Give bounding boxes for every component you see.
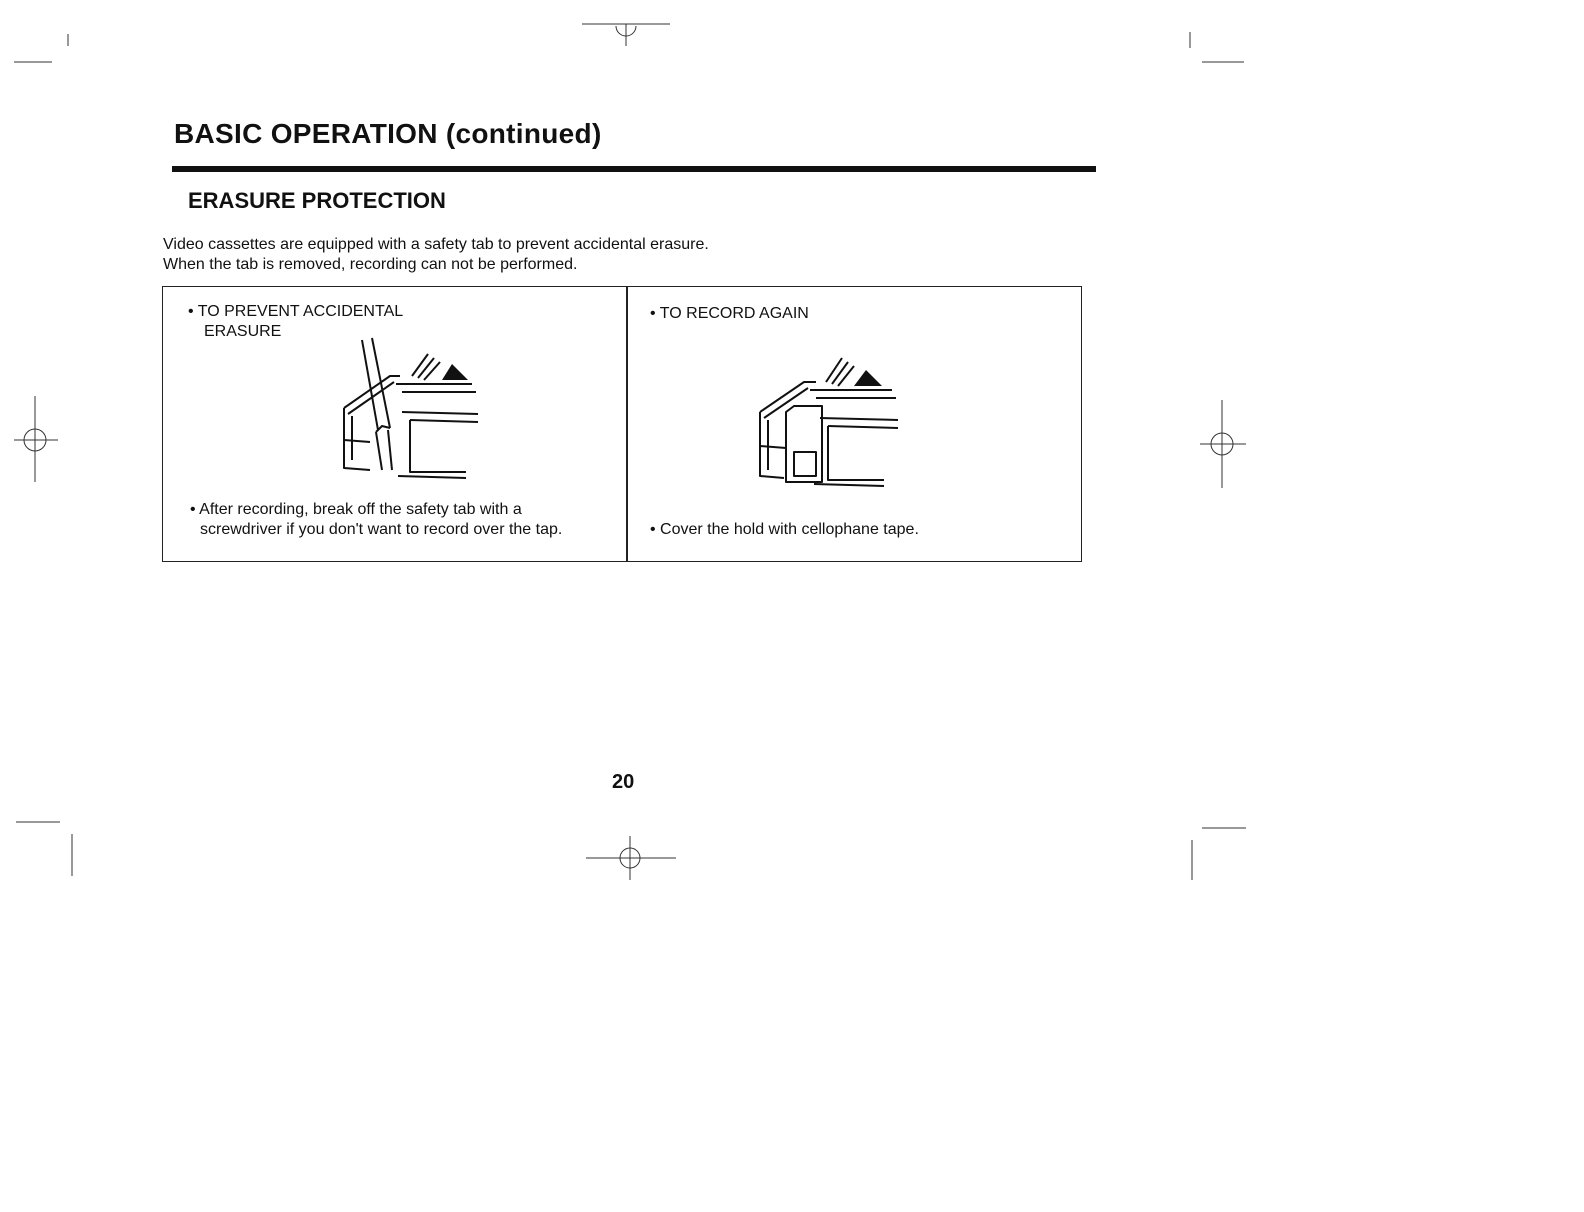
cassette-screwdriver-illustration (330, 336, 490, 486)
title-rule (172, 166, 1096, 172)
intro-line-2: When the tab is removed, recording can not be performed. (163, 256, 578, 273)
page-number: 20 (612, 771, 635, 793)
left-heading-line-1: • TO PREVENT ACCIDENTAL (188, 303, 404, 320)
cassette-taped-illustration (748, 346, 908, 496)
page-title: BASIC OPERATION (continued) (174, 118, 602, 149)
left-caption-line-1: • After recording, break off the safety tab with a (190, 501, 522, 518)
left-caption-line-2: screwdriver if you don't want to record over the tap. (200, 521, 563, 538)
left-heading-line-2: ERASURE (204, 323, 282, 340)
panel-divider (626, 286, 628, 562)
right-caption: • Cover the hold with cellophane tape. (650, 521, 919, 538)
section-title: ERASURE PROTECTION (188, 188, 446, 213)
intro-line-1: Video cassettes are equipped with a safety tab to prevent accidental erasure. (163, 236, 709, 253)
intro-text (163, 235, 709, 275)
right-heading: • TO RECORD AGAIN (650, 305, 809, 322)
